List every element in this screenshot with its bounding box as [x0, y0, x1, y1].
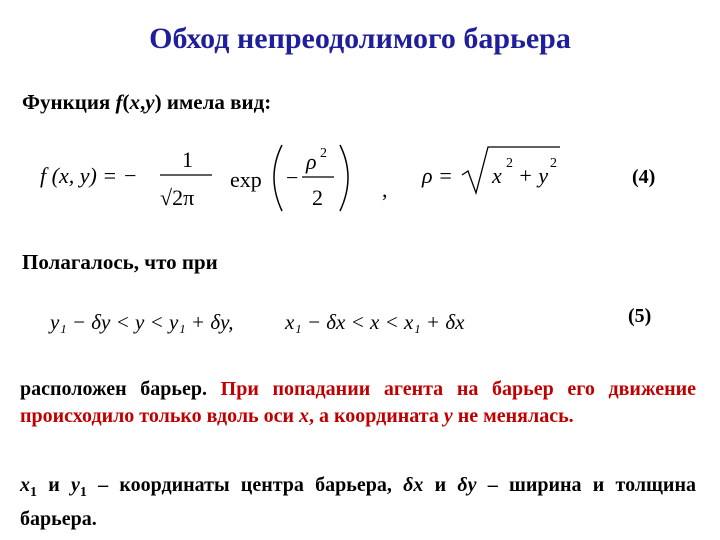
eq4-rho: ρ =: [422, 163, 453, 188]
eq4-sup: 2: [320, 146, 327, 161]
eq4-exp: exp: [230, 167, 262, 192]
intro-tail: имела вид:: [161, 90, 272, 114]
intro-y: y: [145, 90, 155, 114]
intro-x: x: [129, 90, 141, 114]
paragraph-barrier: [20, 376, 696, 430]
eq4-minus: −: [286, 165, 299, 190]
equation-4: [30, 135, 590, 225]
para2-and2: и: [423, 474, 458, 496]
para2-and: и: [37, 474, 71, 496]
eq5-part1: y₁ − δy < y < y₁ + δy,: [50, 310, 234, 334]
para1-red2: , а координата: [309, 405, 444, 427]
eq4-den: √2π: [160, 185, 195, 210]
para2-y: y: [71, 474, 80, 496]
eq4-left-paren: [274, 145, 282, 211]
paragraph-coordinates: [20, 472, 696, 533]
para1-red: При попадании агента на барьер его движение происходило только вдоль оси: [20, 378, 696, 427]
para2-mid: – координаты центра барьера,: [86, 474, 404, 496]
para1-red-y: y: [443, 405, 453, 427]
eq4-sqrt-plus: + y: [518, 163, 549, 188]
para2-dx: δx: [403, 474, 424, 496]
intro-func: f: [115, 90, 123, 114]
eq4-rho2: ρ: [306, 149, 317, 174]
para2-y-sub: 1: [79, 485, 87, 500]
eq4-num: 1: [182, 147, 193, 172]
equation-number-5: (5): [628, 305, 652, 327]
slide-title: Обход непреодолимого барьера: [149, 22, 571, 55]
intro-comma: ,: [140, 90, 146, 114]
para2-dy: δy: [457, 474, 477, 496]
intro-paren-close: ): [154, 90, 162, 114]
para1-red3: не менялась.: [452, 405, 574, 427]
eq4-sqrt-y-sup: 2: [550, 156, 557, 171]
eq4-sqrt-x-sup: 2: [506, 156, 513, 171]
para1-red-x: x: [299, 405, 310, 427]
eq4-den2: 2: [312, 185, 323, 210]
para2-tail: – ширина и толщина барьера.: [20, 474, 696, 530]
eq4-lhs: f (x, y) = −: [40, 163, 138, 188]
intro-line: [22, 90, 271, 115]
intro-paren: (: [122, 90, 130, 114]
intro-text: Функция: [22, 90, 116, 114]
eq5-part2: x₁ − δx < x < x₁ + δx: [285, 310, 465, 334]
para2-x: x: [20, 474, 30, 496]
equation-number-4: (4): [632, 166, 656, 188]
para2-x-sub: 1: [30, 485, 37, 500]
eq4-right-paren: [340, 145, 348, 211]
eq4-sqrt-x: x: [492, 163, 502, 188]
eq4-sep: ,: [382, 177, 388, 202]
condition-text: Полагалось, что при: [22, 250, 218, 274]
para1-black: расположен барьер.: [20, 378, 221, 400]
